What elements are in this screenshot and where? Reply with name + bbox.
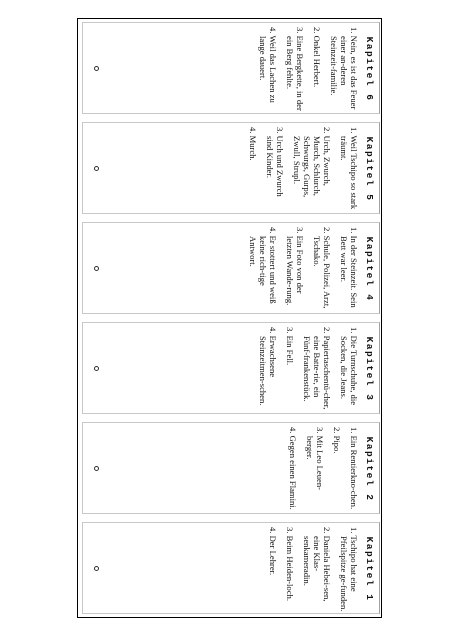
bookmark-rotated-content <box>83 23 381 115</box>
punch-hole-icon <box>94 566 99 571</box>
answer-item: 3. Ein Fell. <box>285 327 295 366</box>
answer-list <box>281 427 359 513</box>
answer-item: 3. Urch und Zwurch sind Kinder. <box>265 127 285 197</box>
bookmark-card <box>82 222 380 314</box>
answer-item: 2. Onkel Herbert. <box>312 27 322 88</box>
bookmark-card <box>82 22 380 114</box>
bookmark-rotated-content <box>83 323 381 415</box>
answer-item: 2. Pipo. <box>332 427 342 454</box>
answer-item: 1. Nein, es ist das Feuer einer an-deren Steinzeit-familie. <box>329 27 359 110</box>
punch-hole-icon <box>94 266 99 271</box>
answer-item: 4. Er stottert und weiß keine rich-tige Antwort. <box>248 227 278 304</box>
bookmark-card <box>82 422 380 514</box>
bookmark-card <box>82 122 380 214</box>
answer-item: 2. Daniela Hebei-sen, eine Klas-senkameradin. <box>302 527 332 602</box>
answer-list <box>241 127 359 213</box>
chapter-title: Kapitel 2 <box>364 436 375 502</box>
answer-item: 1. Die Turnschuhe, die Socken, die Jeans. <box>339 327 359 406</box>
chapter-title: Kapitel 6 <box>364 36 375 102</box>
answer-list <box>251 27 359 113</box>
answer-item: 4. Der Lehrer. <box>268 527 278 576</box>
answer-item: 3. Mit Leo Leuen-berger. <box>305 427 325 491</box>
answer-item: 2. Papiertaschentü-cher, eine Batte-rie, ein Fünf-frankenstück. <box>302 327 332 410</box>
answer-item: 4. Weil das Lachen zu lange dauert. <box>258 27 278 103</box>
bookmark-rotated-content <box>83 223 381 315</box>
answer-item: 1. Ein Rentierkno-chen. <box>349 427 359 510</box>
answer-item: 3. Ein Foto von der letzten Wande-rung. <box>285 227 305 306</box>
answer-item: 1. Weil Tschipo so stark träumt. <box>339 127 359 210</box>
answer-item: 1. Tschipo hat eine Pfeilspitze ge-funden. <box>339 527 359 612</box>
answer-item: 4. Erwachsene Steinzeitmen-schen. <box>258 327 278 406</box>
punch-hole-icon <box>94 466 99 471</box>
bookmark-rotated-content <box>83 123 381 215</box>
answer-item: 3. Eine Bergkette, in der ein Berg fehlte. <box>285 27 305 111</box>
answer-item: 4. Gegen einen Flamini. <box>288 427 298 510</box>
chapter-title: Kapitel 1 <box>364 536 375 602</box>
answer-item: 3. Beim Heiden-loch. <box>285 527 295 601</box>
bookmark-card <box>82 522 380 614</box>
punch-hole-icon <box>94 66 99 71</box>
bookmark-card <box>82 322 380 414</box>
answer-list <box>241 227 359 313</box>
punch-hole-icon <box>94 366 99 371</box>
punch-hole-icon <box>94 166 99 171</box>
bookmark-rotated-content <box>83 423 381 515</box>
answer-item: 2. Schule, Polizei, Arzt, Tschako. <box>312 227 332 309</box>
answer-item: 2. Urch, Zwurch, Murch, Schlurch, Schwurgs, Gurps, Zwull, Strupl. <box>292 127 332 198</box>
bookmark-rotated-content <box>83 523 381 615</box>
chapter-title: Kapitel 3 <box>364 336 375 402</box>
chapter-title: Kapitel 4 <box>364 236 375 302</box>
chapter-title: Kapitel 5 <box>364 136 375 202</box>
answer-item: 1. In der Steinzeit. Sein Bett war leer. <box>339 227 359 308</box>
answer-list <box>251 327 359 413</box>
answer-list <box>261 527 359 613</box>
answer-item: 4. Murch. <box>248 127 258 161</box>
